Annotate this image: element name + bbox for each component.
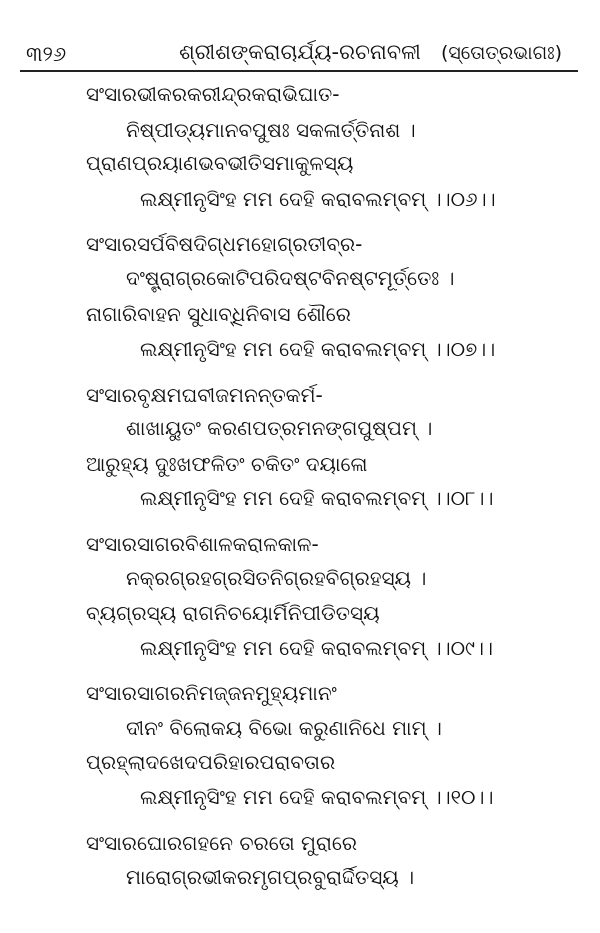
verse-line: ସଂସାରଭୀକରକରୀନ୍ଦ୍ରକରାଭିଘାତ-: [86, 82, 340, 106]
section-label: (ସ୍ତୋତ୍ରଭାଗଃ): [440, 42, 562, 64]
verse-line: ସଂସାରସାଗରବିଶାଳକରାଳକାଳ-: [86, 532, 319, 556]
verse-line: ସଂସାରସାଗରନିମଜ୍ଜନମୁହ୍ୟମାନଂ: [86, 681, 337, 705]
verse-line: ନକ୍ରଗ୍ରହଗ୍ରସିତନିଗ୍ରହବିଗ୍ରହସ୍ୟ ।: [126, 566, 427, 590]
verse-line: ଆରୁହ୍ୟ ଦୁଃଖଫଳିତଂ ଚକିତଂ ଦୟାଳୋ: [86, 452, 368, 476]
verse-line: ଦୀନଂ ବିଲୋକୟ ବିଭୋ କରୁଣାନିଧେ ମାମ୍ ।: [126, 716, 442, 740]
verse-line: ବ୍ୟଗ୍ରସ୍ୟ ରାଗନିଚୟୋର୍ମିନିପୀଡିତସ୍ୟ: [86, 601, 380, 625]
verse-line: ଲକ୍ଷ୍ମୀନୃସିଂହ ମମ ଦେହି କରାବଲମ୍ବମ୍ ।।୦୭।।: [140, 337, 496, 361]
verse-line: ସଂସାରଘୋରଗହନେ ଚରତୋ ମୁରାରେ: [86, 831, 358, 855]
page-number: ୩୨୬: [26, 42, 67, 66]
verse-line: ମାରୋଗ୍ରଭୀକରମୃଗପ୍ରବୁରାର୍ଦ୍ଦିତସ୍ୟ ।: [126, 865, 415, 889]
verse-line: ଲକ୍ଷ୍ମୀନୃସିଂହ ମମ ଦେହି କରାବଲମ୍ବମ୍ ।।୦୮।।: [140, 486, 494, 510]
verse-line: ଲକ୍ଷ୍ମୀନୃସିଂହ ମମ ଦେହି କରାବଲମ୍ବମ୍ ।।୦୬।।: [140, 187, 496, 211]
verse-line: ଶାଖାୟୁତଂ କରଣପତ୍ରମନଙ୍ଗପୁଷ୍ପମ୍ ।: [126, 416, 433, 440]
verse-line: ନାଗାରିବାହନ ସୁଧାବ୍ଧିନିବାସ ଶୌରେ: [86, 302, 351, 326]
book-title: ଶ୍ରୀଶଙ୍କରାଚାର୍ଯ୍ୟ-ରଚନାବଳୀ: [179, 40, 421, 64]
verse-line: ଲକ୍ଷ୍ମୀନୃସିଂହ ମମ ଦେହି କରାବଲମ୍ବମ୍ ।।୧୦।।: [140, 785, 494, 809]
verse-line: ପ୍ରହ୍ଲାଦଖେଦପରିହାରପରାବତାର: [86, 750, 336, 774]
verse-line: ପ୍ରାଣପ୍ରୟାଣଭବଭୀତିସମାକୁଳସ୍ୟ: [86, 151, 354, 175]
verse-line: ସଂସାରସର୍ପବିଷଦିଗ୍ଧମହୋଗ୍ରତୀବ୍ର-: [86, 232, 363, 256]
verse-line: ନିଷ୍ପୀଡ୍ୟମାନବପୁଷଃ ସକଳାର୍ତ୍ତିନାଶ ।: [126, 118, 416, 142]
verse-line: ସଂସାରବୃକ୍ଷମଘବୀଜମନନ୍ତକର୍ମ-: [86, 383, 323, 407]
verse-line: ଲକ୍ଷ୍ମୀନୃସିଂହ ମମ ଦେହି କରାବଲମ୍ବମ୍ ।।୦୯।।: [140, 636, 493, 660]
verse-line: ଦଂଷ୍ଟ୍ରାଗ୍ରକୋଟିପରିଦଷ୍ଟବିନଷ୍ଟମୂର୍ତ୍ତେଃ ।: [126, 266, 455, 290]
